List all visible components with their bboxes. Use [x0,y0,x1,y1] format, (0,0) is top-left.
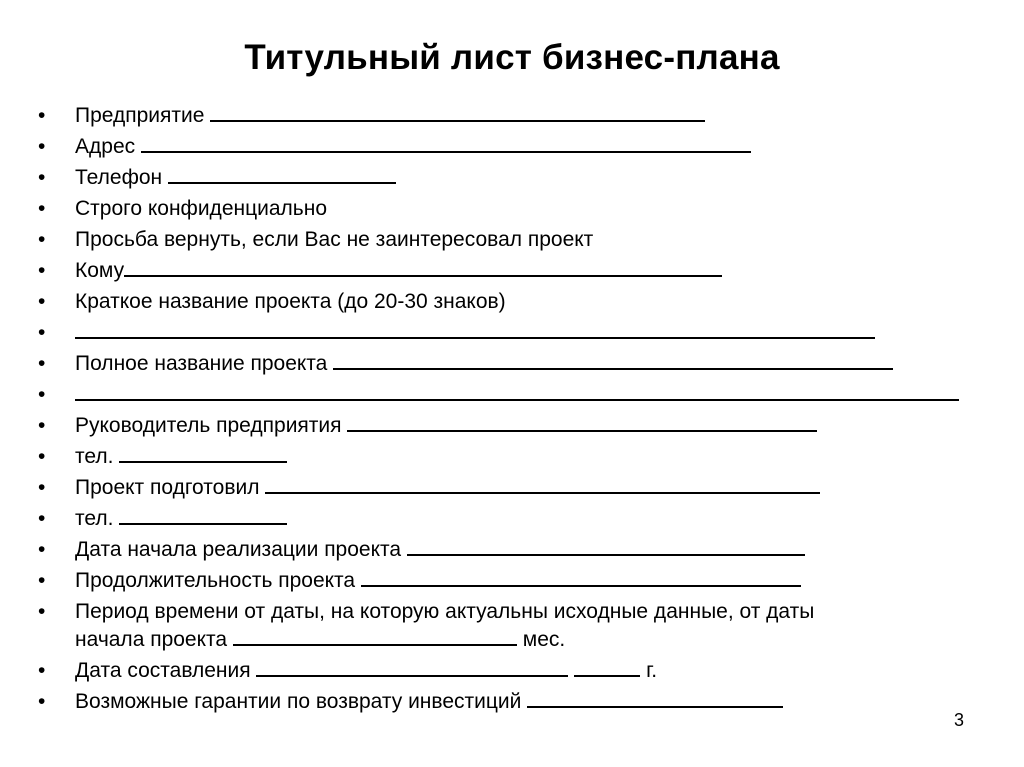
item-label-line1: Период времени от даты, на которую актуальны исходные данные, от даты [75,600,815,623]
item-label: тел. [75,445,120,468]
unit-label: мес. [516,628,566,651]
bullet-icon: • [38,352,46,375]
bullet-icon: • [38,290,46,313]
bullet-icon: • [38,476,46,499]
item-label: Строго конфиденциально [75,197,327,220]
item-label: Дата начала реализации проекта [75,538,407,561]
bullet-icon: • [38,104,46,127]
year-label: г. [640,659,658,682]
bullet-icon: • [38,569,46,592]
bullet-list [30,100,994,717]
item-label: Возможные гарантии по возврату инвестиций [75,690,528,713]
fill-in-line[interactable] [574,655,640,677]
fill-in-line[interactable] [119,441,287,463]
bullet-icon: • [38,228,46,251]
bullet-icon: • [38,507,46,530]
fill-in-line[interactable] [233,624,517,646]
fill-in-line[interactable] [168,162,396,184]
fill-in-line[interactable] [407,534,805,556]
list-item-start-date [30,534,994,565]
bullet-icon: • [38,659,46,682]
list-item-prepared-by [30,472,994,503]
bullet-icon: • [38,197,46,220]
fill-in-line[interactable] [124,255,722,277]
bullet-icon: • [38,538,46,561]
fill-in-line[interactable] [265,472,820,494]
item-label: Руководитель предприятия [75,414,348,437]
item-label: тел. [75,507,120,530]
bullet-icon: • [38,445,46,468]
bullet-icon: • [38,690,46,713]
bullet-icon: • [38,259,46,282]
fill-in-line[interactable] [75,317,875,339]
list-item-time-period [30,596,994,655]
item-label: Продолжительность проекта [75,569,361,592]
bullet-icon: • [38,166,46,189]
slide-title: Титульный лист бизнес-плана [244,38,780,77]
list-item-compile-date [30,655,994,686]
fill-in-line[interactable] [256,655,568,677]
list-item-director [30,410,994,441]
list-item-short-project-name [30,286,994,317]
item-label: Краткое название проекта (до 20-30 знаков) [75,290,506,313]
fill-in-line[interactable] [347,410,817,432]
bullet-icon: • [38,414,46,437]
bullet-icon: • [38,383,46,406]
fill-in-line[interactable] [141,131,751,153]
item-label: Предприятие [75,104,211,127]
list-item-enterprise [30,100,994,131]
bullet-icon: • [38,321,46,344]
list-item-guarantees [30,686,994,717]
fill-in-line[interactable] [361,565,801,587]
bullet-icon: • [38,600,46,623]
fill-in-line[interactable] [210,100,705,122]
item-label-line2: начала проекта [75,628,233,651]
fill-in-line[interactable] [333,348,893,370]
fill-in-line[interactable] [75,379,959,401]
item-label: Кому [75,259,125,282]
bullet-icon: • [38,135,46,158]
list-item-duration [30,565,994,596]
item-label: Телефон [75,166,168,189]
list-item-return-request [30,224,994,255]
list-item-confidential [30,193,994,224]
list-item-blank-2 [30,379,994,410]
list-item-recipient [30,255,994,286]
list-item-preparer-phone [30,503,994,534]
fill-in-line[interactable] [527,686,783,708]
list-item-blank-1 [30,317,994,348]
item-label: Просьба вернуть, если Вас не заинтересовал проект [75,228,594,251]
list-item-phone [30,162,994,193]
item-label: Адрес [75,135,141,158]
item-label: Полное название проекта [75,352,334,375]
item-label: Дата составления [75,659,257,682]
list-item-address [30,131,994,162]
list-item-director-phone [30,441,994,472]
fill-in-line[interactable] [119,503,287,525]
item-label: Проект подготовил [75,476,266,499]
page-number: 3 [953,710,964,730]
list-item-full-project-name [30,348,994,379]
